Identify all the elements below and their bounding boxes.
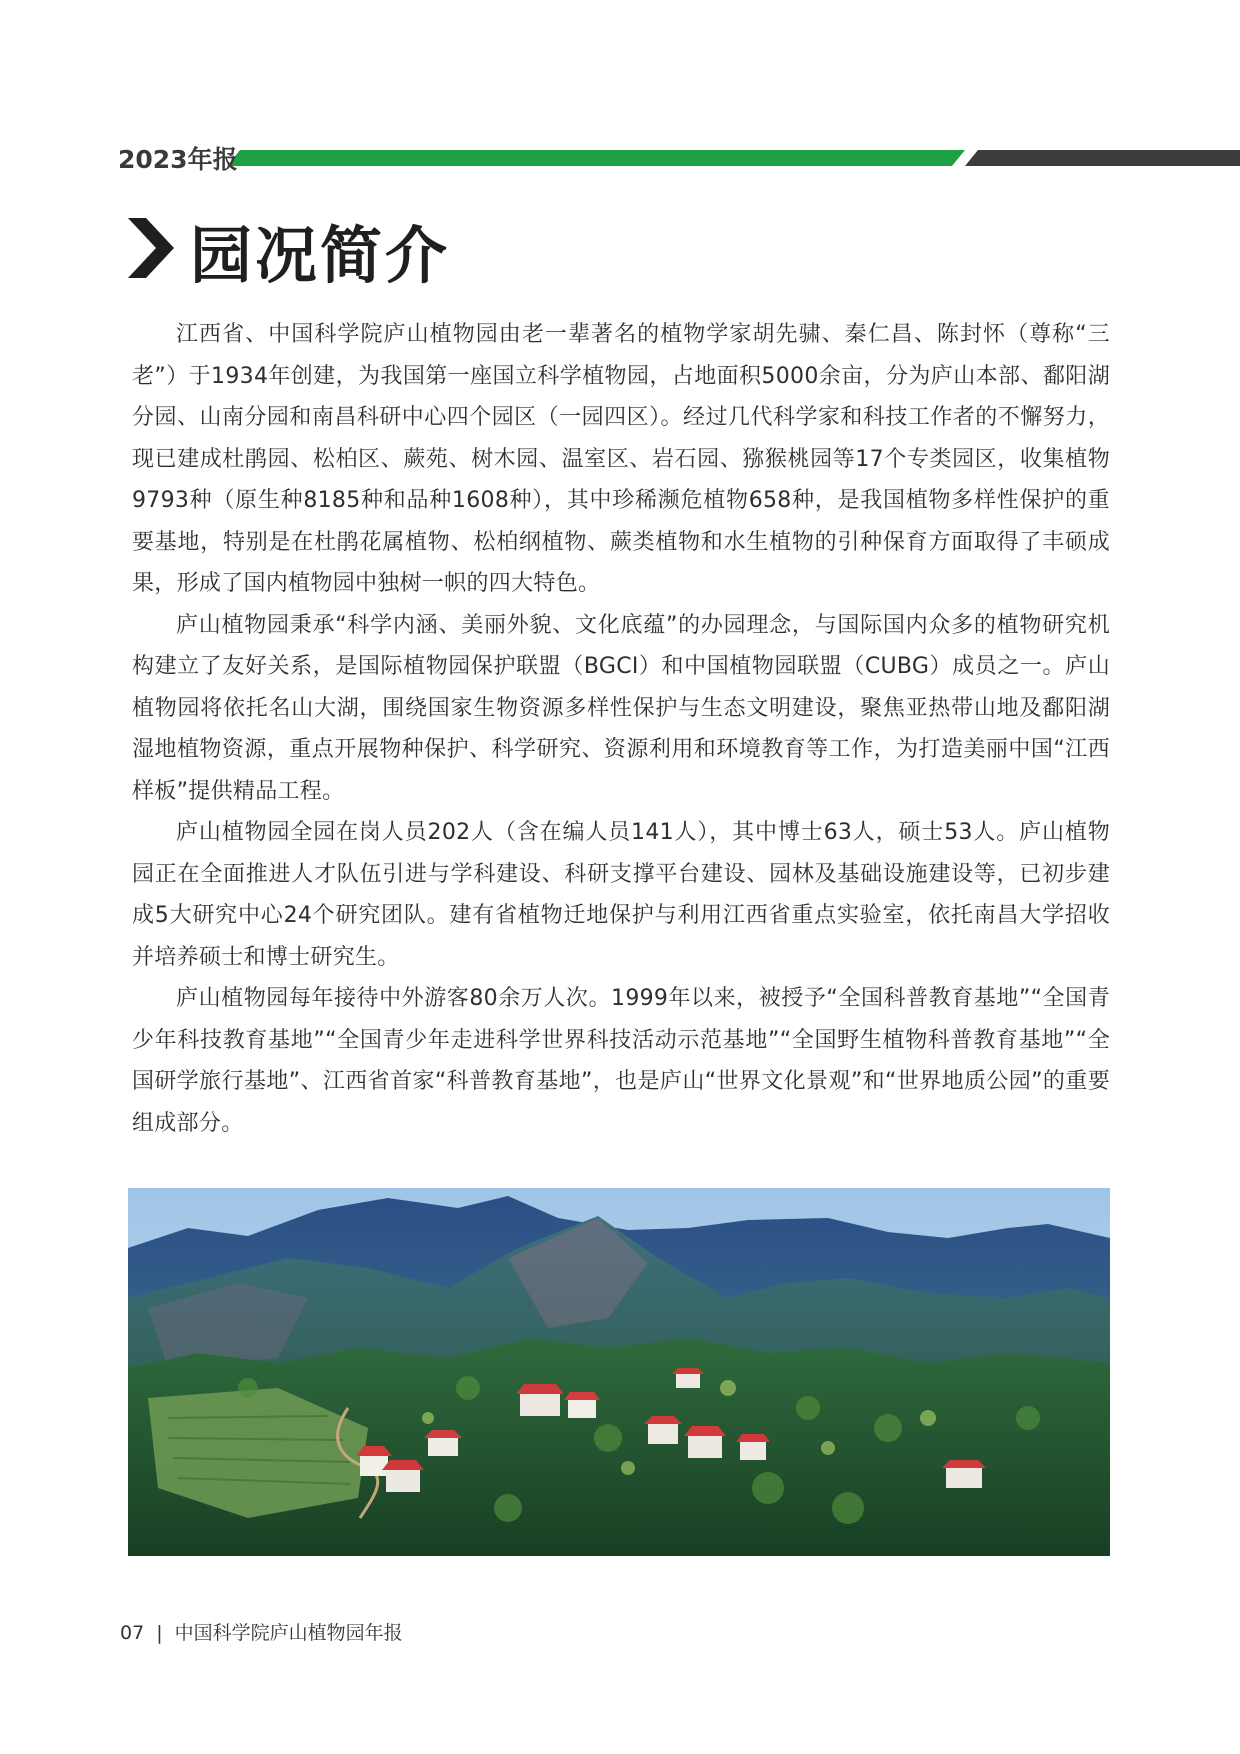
- header-band: [0, 136, 1240, 176]
- gray-bar: [965, 150, 1240, 166]
- body-text: [132, 314, 1110, 1144]
- paragraph-4: 庐山植物园每年接待中外游客80余万人次。1999年以来，被授予“全国科普教育基地”“全国青少年科技教育基地”“全国青少年走进科学世界科技活动示范基地”“全国野生植物科普教育基地”“全国研学旅行基地”、江西省首家“科普教育基地”，也是庐山“世界文化景观”和“世界地质公园”的重要组成部分。: [132, 986, 1110, 1136]
- paragraph-2: 庐山植物园秉承“科学内涵、美丽外貌、文化底蕴”的办园理念，与国际国内众多的植物研究机构建立了友好关系，是国际植物园保护联盟（BGCI）和中国植物园联盟（CUBG）成员之一。庐山植物园将依托名山大湖，围绕国家生物资源多样性保护与生态文明建设，聚焦亚热带山地及鄱阳湖湿地植物资源，重点开展物种保护、科学研究、资源利用和环境教育等工作，为打造美丽中国“江西样板”提供精品工程。: [132, 612, 1110, 804]
- page-title: 园况简介: [190, 219, 451, 292]
- paragraph-3: 庐山植物园全园在岗人员202人（含在编人员141人），其中博士63人，硕士53人。庐山植物园正在全面推进人才队伍引进与学科建设、科研支撑平台建设、园林及基础设施建设等，已初步建成5大研究中心24个研究团队。建有省植物迁地保护与利用江西省重点实验室，依托南昌大学招收并培养硕士和博士研究生。: [132, 820, 1110, 970]
- footer-separator: |: [156, 1622, 163, 1644]
- page-number: 07: [120, 1622, 145, 1644]
- green-bar: [227, 150, 965, 166]
- paragraph-1: 江西省、中国科学院庐山植物园由老一辈著名的植物学家胡先骕、秦仁昌、陈封怀（尊称“三老”）于1934年创建，为我国第一座国立科学植物园，占地面积5000余亩，分为庐山本部、鄱阳湖分园、山南分园和南昌科研中心四个园区（一园四区）。经过几代科学家和科技工作者的不懈努力，现已建成杜鹃园、松柏区、蕨苑、树木园、温室区、岩石园、猕猴桃园等17个专类园区，收集植物9793种（原生种8185种和品种1608种），其中珍稀濒危植物658种，是我国植物多样性保护的重要基地，特别是在杜鹃花属植物、松柏纲植物、蕨类植物和水生植物的引种保育方面取得了丰硕成果，形成了国内植物园中独树一帜的四大特色。: [132, 322, 1110, 596]
- landscape-photo: [128, 1188, 1110, 1556]
- page-footer: [120, 1618, 403, 1645]
- publication-name: 中国科学院庐山植物园年报: [174, 1622, 403, 1644]
- mountain-landscape-illustration: [128, 1188, 1110, 1556]
- chevron-right-icon: [128, 218, 174, 278]
- report-year-label: 2023年报: [118, 145, 238, 174]
